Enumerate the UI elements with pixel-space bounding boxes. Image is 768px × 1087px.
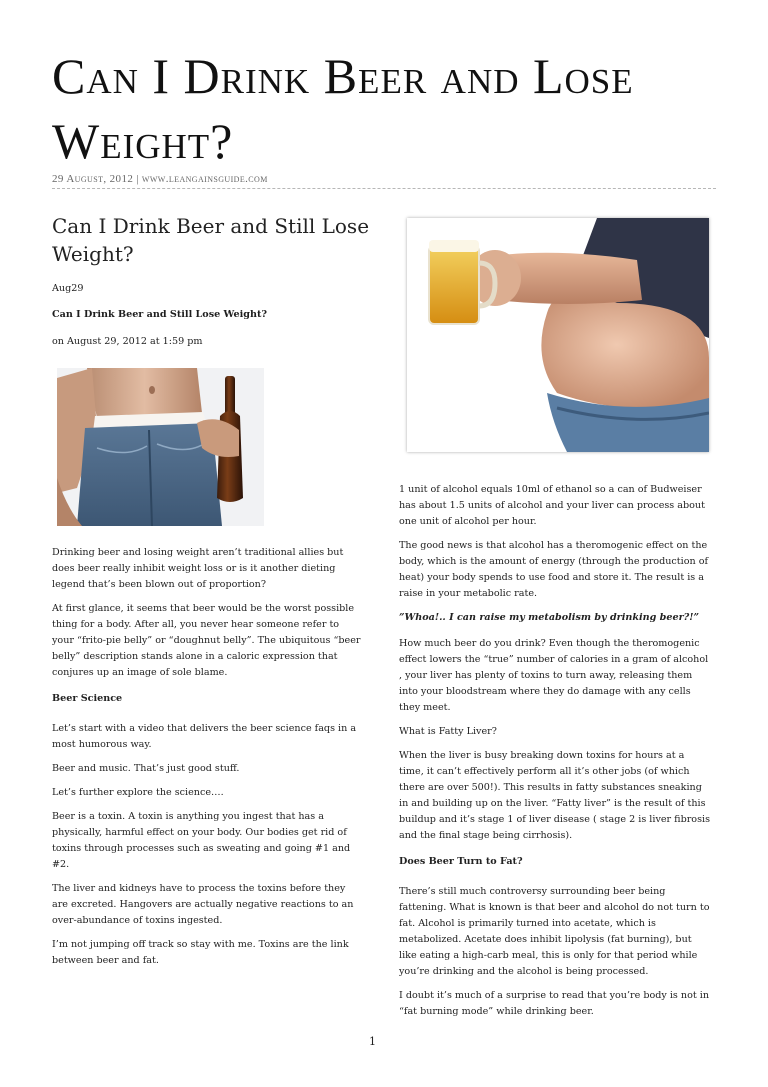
right-column [399,482,711,1028]
paragraph: Let’s start with a video that delivers the beer science faqs in a most humorous way. [52,723,357,750]
document-date: 29 August, 2012 [52,173,134,185]
post-subtitle: Can I Drink Beer and Still Lose Weight? [52,309,268,320]
section-heading-beer-fat: Does Beer Turn to Fat? [399,856,523,867]
document-source-link[interactable]: www.leangainsguide.com [141,173,268,185]
paragraph: Beer and music. That’s just good stuff. [52,763,240,774]
left-column [52,545,364,977]
callout-quote: ”Whoa!.. I can raise my metabolism by drinking beer?!” [399,612,699,623]
beer-belly-photo [407,218,709,452]
post-heading: Can I Drink Beer and Still Lose Weight? [52,214,370,266]
paragraph: What is Fatty Liver? [399,726,497,737]
paragraph: 1 unit of alcohol equals 10ml of ethanol so a can of Budweiser has about 1.5 units of alcohol and your liver can process about one unit of alcohol per hour. [399,484,705,527]
paragraph: Beer is a toxin. A toxin is anything you ingest that has a physically, harmful effect on your body. Our bodies get rid of toxins through processes such as sweating and going #1 and #2. [52,811,351,870]
paragraph: The good news is that alcohol has a theromogenic effect on the body, which is the amount of energy (through the production of heat) your body spends to use food and store it. The result is a raise in your metabolic rate. [399,540,709,599]
paragraph: I doubt it’s much of a surprise to read that you’re body is not in “fat burning mode” while drinking beer. [399,990,710,1017]
post-timestamp: on August 29, 2012 at 1:59 pm [52,336,203,347]
document-meta [52,173,268,185]
beer-belly-photo-art [407,218,709,452]
paragraph: When the liver is busy breaking down toxins for hours at a time, it can’t effectively perform all it’s other jobs (of which there are over 500!). This results in fatty substances sneaking in and building up on the liver. “Fatty liver” is the result of this buildup and it’s stage 1 of liver disease ( stage 2 is liver fibrosis and the final stage being cirrhosis). [399,750,710,841]
post-date-tag: Aug29 [52,283,84,294]
paragraph: At first glance, it seems that beer would be the worst possible thing for a body. After all, you never hear someone refer to your “frito-pie belly” or “doughnut belly”. The ubiquitous “beer belly” description stands alone in a caloric expression that conjures up an image of sole blame. [52,603,361,678]
paragraph: There’s still much controversy surrounding beer being fattening. What is known is that beer and alcohol do not turn to fat. Alcohol is primarily turned into acetate, which is metabolized. Acetate does inhibit lipolysis (fat burning), but like eating a high-carb meal, this is only for that period while you’re drinking and the alcohol is being processed. [399,886,710,977]
paragraph: I’m not jumping off track so stay with me. Toxins are the link between beer and fat. [52,939,349,966]
waist-beer-photo [57,368,264,526]
paragraph: Let’s further explore the science…. [52,787,224,798]
document-title: Can I Drink Beer and Lose Weight? [52,48,634,169]
meta-separator: | [136,173,139,185]
section-heading-beer-science: Beer Science [52,693,123,704]
paragraph: How much beer do you drink? Even though the theromogenic effect lowers the “true” number of calories in a gram of alcohol , your liver has plenty of toxins to turn away, releasing them into your bloodstream where they do damage with any cells they meet. [399,638,709,713]
paragraph: The liver and kidneys have to process the toxins before they are excreted. Hangovers are actually negative reactions to an over-abundance of toxins ingested. [52,883,354,926]
waist-beer-photo-art [57,368,264,526]
paragraph: Drinking beer and losing weight aren’t traditional allies but does beer really inhibit weight loss or is it another dieting legend that’s been blown out of proportion? [52,547,344,590]
page-number: 1 [369,1035,376,1048]
header-divider [52,188,716,189]
